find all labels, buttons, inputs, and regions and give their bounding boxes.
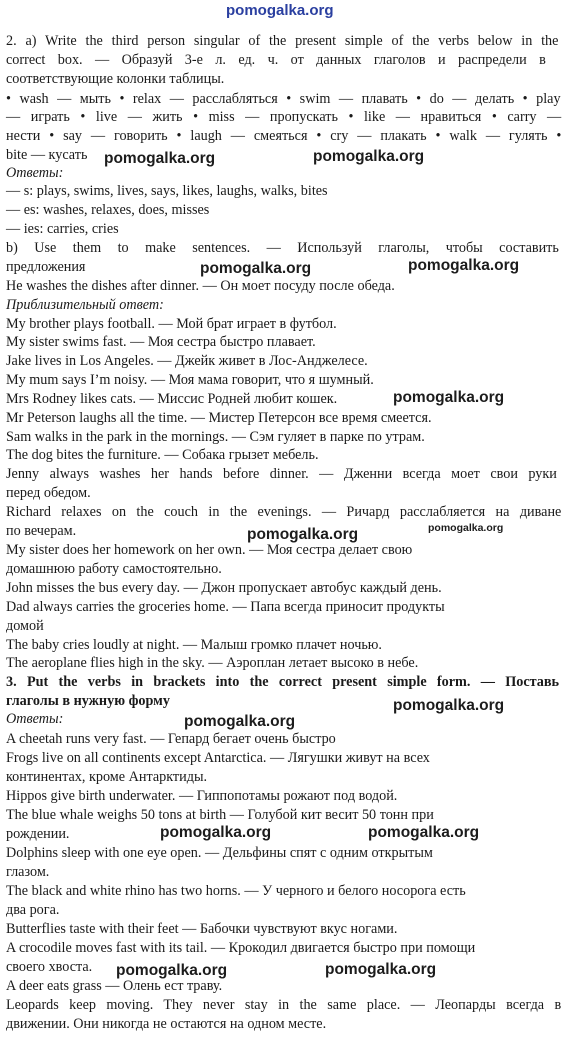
text-line: — ies: carries, cries	[6, 221, 119, 237]
text-line: рождении.	[6, 826, 70, 842]
text-line: Hippos give birth underwater. — Гиппопотамы рожают под водой.	[6, 788, 398, 804]
text-line: The black and white rhino has two horns. — У черного и белого носорога есть	[6, 883, 466, 899]
text-line: Mr Peterson laughs all the time. — Мистер Петерсон все время смеется.	[6, 410, 432, 426]
watermark: pomogalka.org	[325, 961, 437, 978]
text-line: Richard relaxes on the couch in the evenings. — Ричард расслабляется на диване	[6, 504, 562, 520]
text-line: A deer eats grass — Олень ест траву.	[6, 978, 223, 994]
text-line: Butterflies taste with their feet — Бабочки чувствуют вкус ногами.	[6, 921, 398, 937]
text-line: correct box. — Образуй 3-е л. ед. ч. от данных глаголов и распредели в	[6, 52, 546, 68]
text-line: b) Use them to make sentences. — Используй глаголы, чтобы составить	[6, 240, 559, 256]
text-line: по вечерам.	[6, 523, 77, 539]
watermark: pomogalka.org	[428, 522, 504, 534]
text-line: два рога.	[6, 902, 60, 918]
text-line: The baby cries loudly at night. — Малыш громко плачет ночью.	[6, 637, 382, 653]
text-line: движении. Они никогда не остаются на одном месте.	[6, 1016, 327, 1032]
text-line: My mum says I’m noisy. — Моя мама говорит, что я шумный.	[6, 372, 374, 388]
text-line: My brother plays football. — Мой брат играет в футбол.	[6, 316, 337, 332]
watermark: pomogalka.org	[393, 697, 505, 714]
text-line: континентах, кроме Антарктиды.	[6, 769, 208, 785]
text-line: глаголы в нужную форму	[6, 693, 170, 709]
text-line: домой	[6, 618, 44, 634]
watermark: pomogalka.org	[393, 389, 505, 406]
text-line: 3. Put the verbs in brackets into the correct present simple form. — Поставь	[6, 674, 560, 690]
watermark: pomogalka.org	[226, 2, 334, 19]
text-line: Mrs Rodney likes cats. — Миссис Родней любит кошек.	[6, 391, 338, 407]
text-line: A cheetah runs very fast. — Гепард бегает очень быстро	[6, 731, 336, 747]
text-line: My sister does her homework on her own. — Моя сестра делает свою	[6, 542, 413, 558]
text-line: Ответы:	[6, 711, 64, 727]
text-line: 2. a) Write the third person singular of the present simple of the verbs below in the	[6, 33, 559, 49]
watermark: pomogalka.org	[184, 713, 296, 730]
text-line: — s: plays, swims, lives, says, likes, laughs, walks, bites	[6, 183, 328, 199]
text-line: — es: washes, relaxes, does, misses	[6, 202, 210, 218]
text-line: bite — кусать	[6, 147, 88, 163]
text-line: The dog bites the furniture. — Собака грызет мебель.	[6, 447, 319, 463]
text-line: Frogs live on all continents except Antarctica. — Лягушки живут на всех	[6, 750, 430, 766]
text-line: Leopards keep moving. They never stay in the same place. — Леопарды всегда в	[6, 997, 562, 1013]
text-line: домашнюю работу самостоятельно.	[6, 561, 222, 577]
text-line: Sam walks in the park in the mornings. — Сэм гуляет в парке по утрам.	[6, 429, 425, 445]
text-line: перед обедом.	[6, 485, 91, 501]
watermark: pomogalka.org	[408, 257, 520, 274]
watermark: pomogalka.org	[368, 824, 480, 841]
text-line: предложения	[6, 259, 86, 275]
text-line: Приблизительный ответ:	[6, 297, 164, 313]
text-line: Ответы:	[6, 165, 64, 181]
text-line: Jake lives in Los Angeles. — Джейк живет в Лос-Анджелесе.	[6, 353, 368, 369]
text-line: John misses the bus every day. — Джон пропускает автобус каждый день.	[6, 580, 442, 596]
text-line: He washes the dishes after dinner. — Он моет посуду после обеда.	[6, 278, 395, 294]
watermark: pomogalka.org	[160, 824, 272, 841]
text-line: • wash — мыть • relax — расслабляться • swim — плавать • do — делать • play	[6, 91, 561, 107]
watermark: pomogalka.org	[116, 962, 228, 979]
text-line: A crocodile moves fast with its tail. — Крокодил двигается быстро при помощи	[6, 940, 476, 956]
text-line: My sister swims fast. — Моя сестра быстро плавает.	[6, 334, 316, 350]
text-line: The aeroplane flies high in the sky. — Аэроплан летает высоко в небе.	[6, 655, 419, 671]
text-line: Jenny always washes her hands before dinner. — Дженни всегда моет свои руки	[6, 466, 557, 482]
watermark: pomogalka.org	[200, 260, 312, 277]
text-line: глазом.	[6, 864, 50, 880]
watermark: pomogalka.org	[104, 150, 216, 167]
watermark: pomogalka.org	[313, 148, 425, 165]
text-line: — играть • live — жить • miss — пропускать • like — нравиться • carry —	[6, 109, 562, 125]
text-line: нести • say — говорить • laugh — смеяться • cry — плакать • walk — гулять •	[6, 128, 562, 144]
text-line: соответствующие колонки таблицы.	[6, 71, 225, 87]
text-line: The blue whale weighs 50 tons at birth — Голубой кит весит 50 тонн при	[6, 807, 434, 823]
text-line: Dad always carries the groceries home. — Папа всегда приносит продукты	[6, 599, 445, 615]
watermark: pomogalka.org	[247, 526, 359, 543]
text-line: своего хвоста.	[6, 959, 93, 975]
text-line: Dolphins sleep with one eye open. — Дельфины спят с одним открытым	[6, 845, 433, 861]
